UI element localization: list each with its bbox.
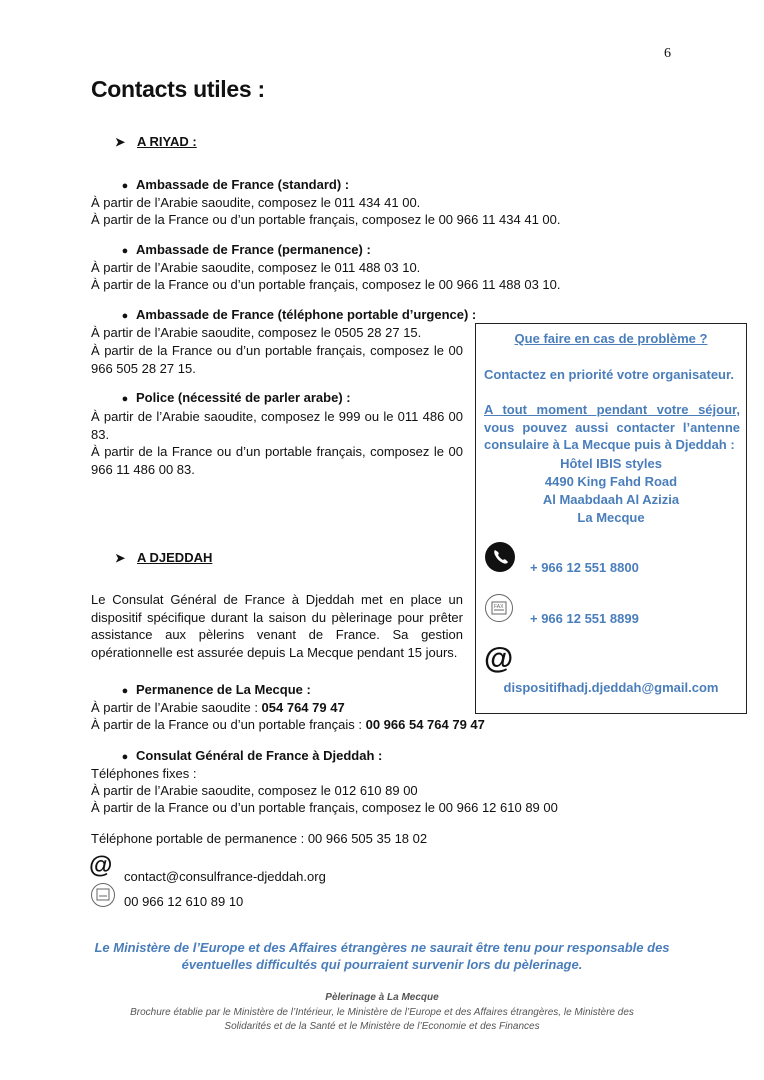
text-line: À partir de l’Arabie saoudite, composez le 011 488 03 10.	[91, 260, 421, 275]
phone-number: 00 966 54 764 79 47	[365, 717, 485, 732]
help-box-contact-first: Contactez en priorité votre organisateur.	[484, 367, 734, 382]
bullet-icon: ●	[121, 180, 129, 192]
text-paragraph: À partir de la France ou d’un portable français, composez le 00 966 11 486 00 83.	[91, 444, 463, 477]
arrow-bullet-icon: ➤	[115, 135, 126, 149]
consulat-fax: 00 966 12 610 89 10	[124, 894, 244, 909]
text-paragraph: À partir de la France ou d’un portable français, composez le 00 966 505 28 27 15.	[91, 343, 463, 376]
text-paragraph: À partir de l’Arabie saoudite, composez le 999 ou le 011 486 00 83.	[91, 409, 463, 442]
block-heading-permanence-mecque: ● Permanence de La Mecque :	[114, 682, 311, 697]
text-line: À partir de la France ou d’un portable français, composez le 00 966 11 434 41 00.	[91, 212, 561, 227]
help-box	[475, 323, 747, 714]
email-icon: @	[89, 852, 113, 879]
fax-icon-label: FAX	[494, 604, 504, 610]
block-heading-urgence: ● Ambassade de France (téléphone portable d’urgence) :	[114, 307, 476, 322]
mobile-permanence: Téléphone portable de permanence : 00 966 505 35 18 02	[91, 831, 428, 846]
page-title: Contacts utiles :	[91, 76, 265, 102]
section-heading-riyad	[115, 134, 197, 149]
address-line: Al Maabdaah Al Azizia	[542, 492, 680, 507]
text-line: À partir de l’Arabie saoudite, composez le 011 434 41 00.	[91, 195, 421, 210]
disclaimer	[60, 939, 704, 973]
block-heading-permanence: ● Ambassade de France (permanence) :	[114, 242, 371, 257]
bullet-icon: ●	[121, 245, 129, 257]
text-line: À partir de la France ou d’un portable français, composez le 00 966 11 488 03 10.	[91, 277, 561, 292]
text-line: Téléphones fixes :	[91, 766, 197, 781]
help-box-email[interactable]: dispositifhadj.djeddah@gmail.com	[503, 680, 719, 695]
bullet-icon: ●	[121, 685, 129, 697]
phone-number: 054 764 79 47	[261, 700, 345, 715]
footer-line: Solidarités et de la Santé et le Ministère de l’Economie et des Finances	[224, 1021, 540, 1032]
help-box-fax: + 966 12 551 8899	[530, 611, 639, 626]
bullet-icon: ●	[121, 310, 129, 322]
address-line: La Mecque	[577, 510, 645, 525]
page-number: 6	[664, 46, 671, 61]
text-line: À partir de la France ou d’un portable français, composez le 00 966 12 610 89 00	[91, 800, 558, 815]
arrow-bullet-icon: ➤	[115, 551, 126, 565]
disclaimer-line: éventuelles difficultés qui pourraient survenir lors du pèlerinage.	[181, 957, 583, 972]
fax-icon	[485, 594, 513, 622]
bullet-icon: ●	[121, 751, 129, 763]
block-heading-police: ● Police (nécessité de parler arabe) :	[114, 390, 351, 405]
help-box-title: Que faire en cas de problème ?	[514, 331, 708, 346]
help-box-phone: + 966 12 551 8800	[530, 560, 639, 575]
text-line: À partir de l’Arabie saoudite, composez le 0505 28 27 15.	[91, 325, 422, 340]
email-icon: @	[484, 642, 514, 675]
block-heading-standard: ● Ambassade de France (standard) :	[114, 177, 349, 192]
text-line: À partir de l’Arabie saoudite, composez le 012 610 89 00	[91, 783, 418, 798]
djeddah-intro: Le Consulat Général de France à Djeddah met en place un dispositif spécifique durant la saison du pèlerinage pour prêter assistance aux pèlerins venant de France. Sa gestion opérationnelle est assurée depuis La Mecque pendant 15 jours.	[91, 592, 463, 660]
help-box-address	[476, 455, 746, 527]
bullet-icon: ●	[121, 393, 129, 405]
section-label: A DJEDDAH	[137, 550, 213, 565]
footer-title: Pèlerinage à La Mecque	[325, 992, 439, 1003]
fax-icon	[91, 883, 115, 907]
section-label: A RIYAD :	[137, 134, 197, 149]
consulat-email[interactable]: contact@consulfrance-djeddah.org	[124, 869, 326, 884]
help-box-antenna-text: vous pouvez aussi contacter l’antenne consulaire à La Mecque puis à Djeddah :	[484, 420, 740, 452]
section-heading-djeddah	[115, 550, 212, 565]
disclaimer-line: Le Ministère de l’Europe et des Affaires étrangères ne saurait être tenu pour responsable des	[94, 940, 670, 955]
phone-icon	[485, 542, 515, 572]
text-line: À partir de la France ou d’un portable français : 00 966 54 764 79 47	[91, 717, 485, 732]
block-heading-consulat: ● Consulat Général de France à Djeddah :	[114, 748, 382, 763]
address-line: Hôtel IBIS styles	[560, 456, 662, 471]
help-box-antenna-underlined: A tout moment pendant votre séjour,	[484, 402, 740, 417]
text-line: À partir de l’Arabie saoudite : 054 764 79 47	[91, 700, 345, 715]
footer-line: Brochure établie par le Ministère de l’Intérieur, le Ministère de l’Europe et des Affaires étrangères, le Ministère des	[130, 1007, 634, 1018]
address-line: 4490 King Fahd Road	[544, 474, 678, 489]
